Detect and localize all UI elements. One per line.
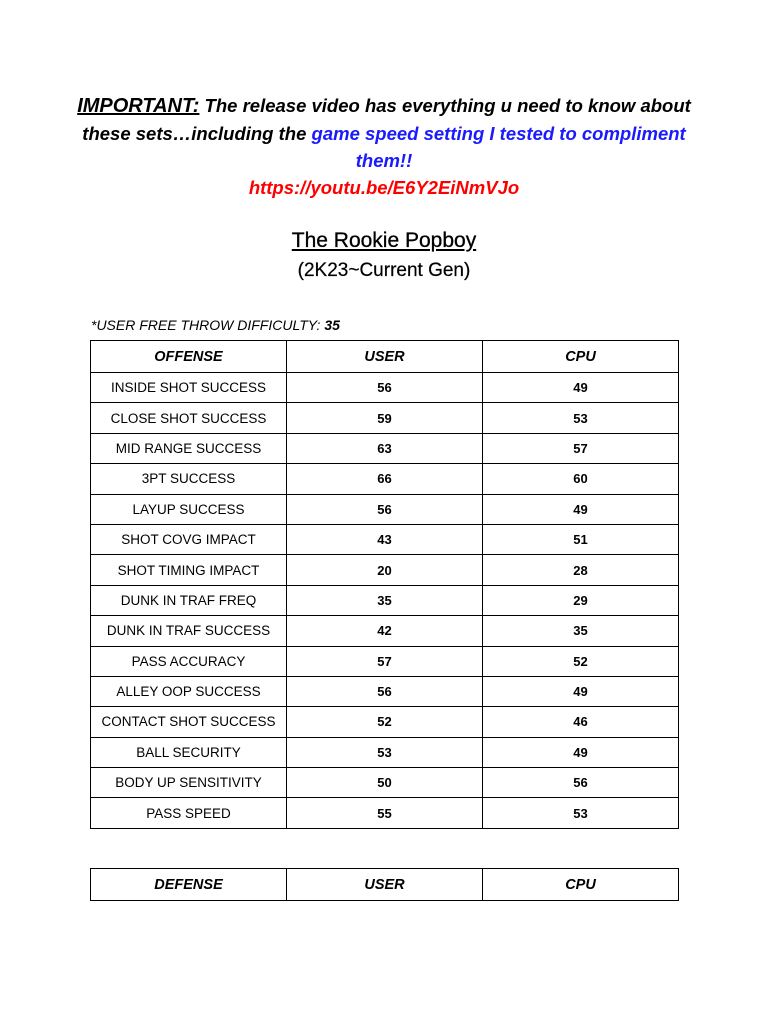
defense-header: DEFENSE (91, 869, 287, 901)
setting-name: BODY UP SENSITIVITY (91, 768, 287, 798)
table-row (91, 433, 679, 463)
table-row (91, 555, 679, 585)
setting-name: INSIDE SHOT SUCCESS (91, 373, 287, 403)
cpu-value: 49 (483, 373, 679, 403)
user-value: 35 (287, 585, 483, 615)
setting-name: SHOT COVG IMPACT (91, 524, 287, 554)
defense-table (90, 868, 679, 901)
table-row (91, 524, 679, 554)
free-throw-label: *USER FREE THROW DIFFICULTY: (91, 317, 325, 333)
user-value: 55 (287, 798, 483, 828)
user-value: 43 (287, 524, 483, 554)
cpu-value: 57 (483, 433, 679, 463)
setting-name: CONTACT SHOT SUCCESS (91, 707, 287, 737)
table-row (91, 737, 679, 767)
user-value: 56 (287, 676, 483, 706)
user-value: 57 (287, 646, 483, 676)
user-value: 56 (287, 494, 483, 524)
cpu-value: 56 (483, 768, 679, 798)
page-title: The Rookie Popboy (291, 229, 477, 252)
cpu-value: 52 (483, 646, 679, 676)
video-link[interactable]: https://youtu.be/E6Y2EiNmVJo (248, 177, 520, 198)
user-value: 63 (287, 433, 483, 463)
user-value: 66 (287, 464, 483, 494)
cpu-value: 28 (483, 555, 679, 585)
cpu-value: 53 (483, 403, 679, 433)
setting-name: SHOT TIMING IMPACT (91, 555, 287, 585)
cpu-value: 35 (483, 616, 679, 646)
table-row (91, 676, 679, 706)
setting-name: PASS ACCURACY (91, 646, 287, 676)
setting-name: PASS SPEED (91, 798, 287, 828)
cpu-value: 49 (483, 494, 679, 524)
table-row (91, 403, 679, 433)
notice-highlight: game speed setting I tested to compliment them!! (311, 123, 686, 171)
free-throw-value: 35 (324, 317, 340, 333)
table-row (91, 585, 679, 615)
notice-text: The release video has everything u need to know about these sets…including the (82, 95, 691, 144)
user-value: 20 (287, 555, 483, 585)
cpu-value: 46 (483, 707, 679, 737)
setting-name: BALL SECURITY (91, 737, 287, 767)
cpu-value: 49 (483, 676, 679, 706)
setting-name: CLOSE SHOT SUCCESS (91, 403, 287, 433)
user-value: 52 (287, 707, 483, 737)
offense-header: OFFENSE (91, 341, 287, 373)
cpu-value: 29 (483, 585, 679, 615)
user-value: 53 (287, 737, 483, 767)
table-row (91, 616, 679, 646)
setting-name: DUNK IN TRAF FREQ (91, 585, 287, 615)
setting-name: ALLEY OOP SUCCESS (91, 676, 287, 706)
important-lead: IMPORTANT: (77, 95, 200, 117)
table-row (91, 464, 679, 494)
setting-name: DUNK IN TRAF SUCCESS (91, 616, 287, 646)
table-row (91, 494, 679, 524)
cpu-value: 60 (483, 464, 679, 494)
table-row (91, 707, 679, 737)
setting-name: 3PT SUCCESS (91, 464, 287, 494)
setting-name: LAYUP SUCCESS (91, 494, 287, 524)
table-row (91, 646, 679, 676)
user-value: 42 (287, 616, 483, 646)
table-row (91, 798, 679, 828)
user-value: 56 (287, 373, 483, 403)
offense-table (90, 340, 679, 829)
offense-header-row (91, 341, 679, 373)
cpu-value: 51 (483, 524, 679, 554)
page-subtitle: (2K23~Current Gen) (297, 260, 471, 281)
user-value: 50 (287, 768, 483, 798)
table-row (91, 373, 679, 403)
important-notice (60, 92, 708, 201)
cpu-header: CPU (483, 869, 679, 901)
defense-header-row (91, 869, 679, 901)
cpu-value: 53 (483, 798, 679, 828)
cpu-header: CPU (483, 341, 679, 373)
user-header: USER (287, 341, 483, 373)
user-header: USER (287, 869, 483, 901)
cpu-value: 49 (483, 737, 679, 767)
table-row (91, 768, 679, 798)
free-throw-note (91, 317, 340, 333)
setting-name: MID RANGE SUCCESS (91, 433, 287, 463)
user-value: 59 (287, 403, 483, 433)
